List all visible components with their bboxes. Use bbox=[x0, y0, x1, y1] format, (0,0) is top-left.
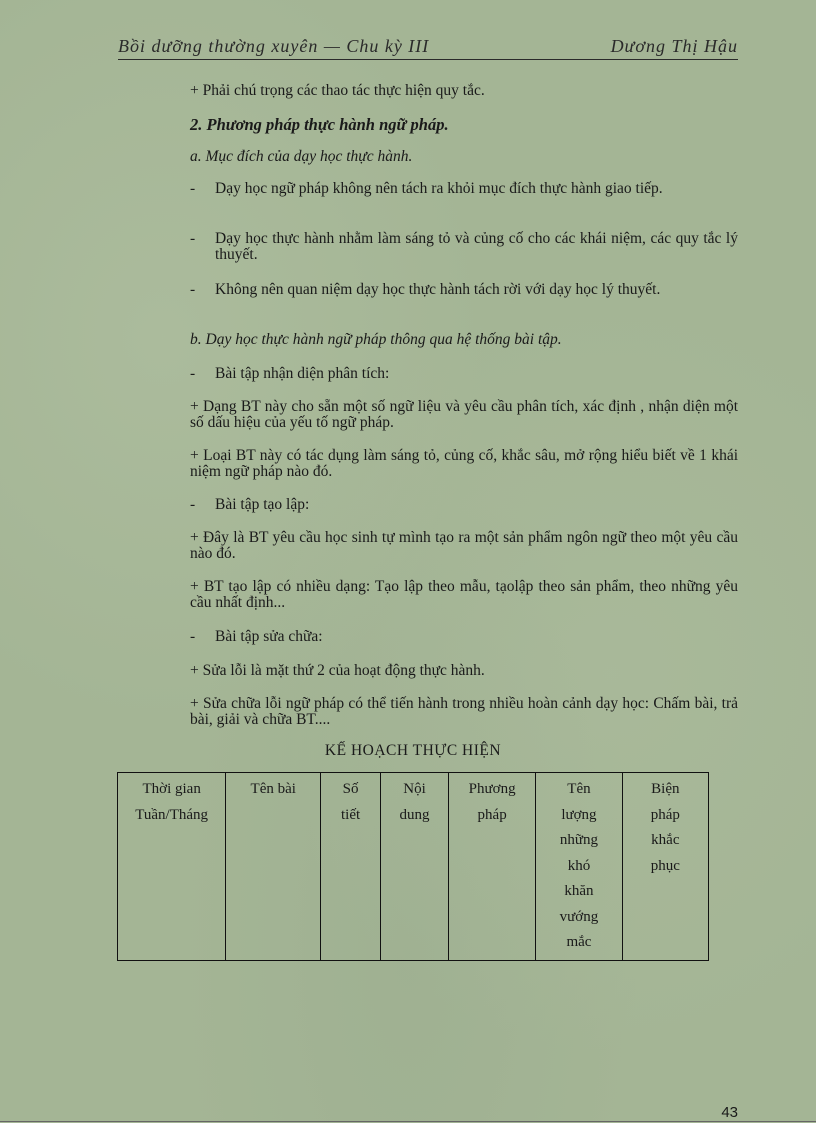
paragraph: + Dạng BT này cho sẵn một số ngữ liệu và yêu cầu phân tích, xác định , nhận diện một số dấu hiệu của yếu tố ngữ pháp. bbox=[190, 398, 738, 431]
rule-note: + Phải chú trọng các thao tác thực hiện quy tắc. bbox=[190, 82, 485, 99]
page-header bbox=[118, 32, 738, 60]
table-row bbox=[118, 773, 709, 961]
header-method: Phương pháp bbox=[449, 773, 536, 961]
header-difficulties: Tên lượng những khó khăn vướng mắc bbox=[536, 773, 623, 961]
page-number: 43 bbox=[721, 1104, 738, 1121]
header-content: Nội dung bbox=[380, 773, 448, 961]
header-lesson: Tên bài bbox=[226, 773, 321, 961]
plan-table bbox=[117, 772, 709, 961]
header-solutions: Biện pháp khắc phục bbox=[622, 773, 708, 961]
paragraph: + BT tạo lập có nhiều dạng: Tạo lập theo mẫu, tạolập theo sản phẩm, theo những yêu cầu nhất định... bbox=[190, 578, 738, 611]
table-title: KẾ HOẠCH THỰC HIỆN bbox=[324, 742, 502, 759]
subheading-a: a. Mục đích của dạy học thực hành. bbox=[190, 148, 413, 165]
header-rule bbox=[118, 59, 738, 60]
subheading-b: b. Dạy học thực hành ngữ pháp thông qua hệ thống bài tập. bbox=[190, 331, 562, 348]
paragraph: + Sửa lỗi là mặt thứ 2 của hoạt động thực hành. bbox=[190, 662, 485, 679]
section-heading: 2. Phương pháp thực hành ngữ pháp. bbox=[190, 115, 449, 134]
footer-rule bbox=[0, 1121, 816, 1122]
paragraph: + Loại BT này có tác dụng làm sáng tỏ, củng cố, khắc sâu, mở rộng hiểu biết về 1 khái niệm ngữ pháp nào đó. bbox=[190, 447, 738, 480]
header-time: Thời gian Tuần/Tháng bbox=[118, 773, 226, 961]
header-left-title: Bồi dưỡng thường xuyên — Chu kỳ III bbox=[118, 36, 430, 56]
paragraph: + Sửa chữa lỗi ngữ pháp có thể tiến hành trong nhiều hoàn cảnh dạy học: Chấm bài, trả bài, giải và chữa BT.... bbox=[190, 695, 738, 728]
paragraph: + Đây là BT yêu cầu học sinh tự mình tạo ra một sản phẩm ngôn ngữ theo một yêu cầu nào đó. bbox=[190, 529, 738, 562]
header-author: Dương Thị Hậu bbox=[610, 36, 738, 56]
header-periods: Số tiết bbox=[321, 773, 381, 961]
